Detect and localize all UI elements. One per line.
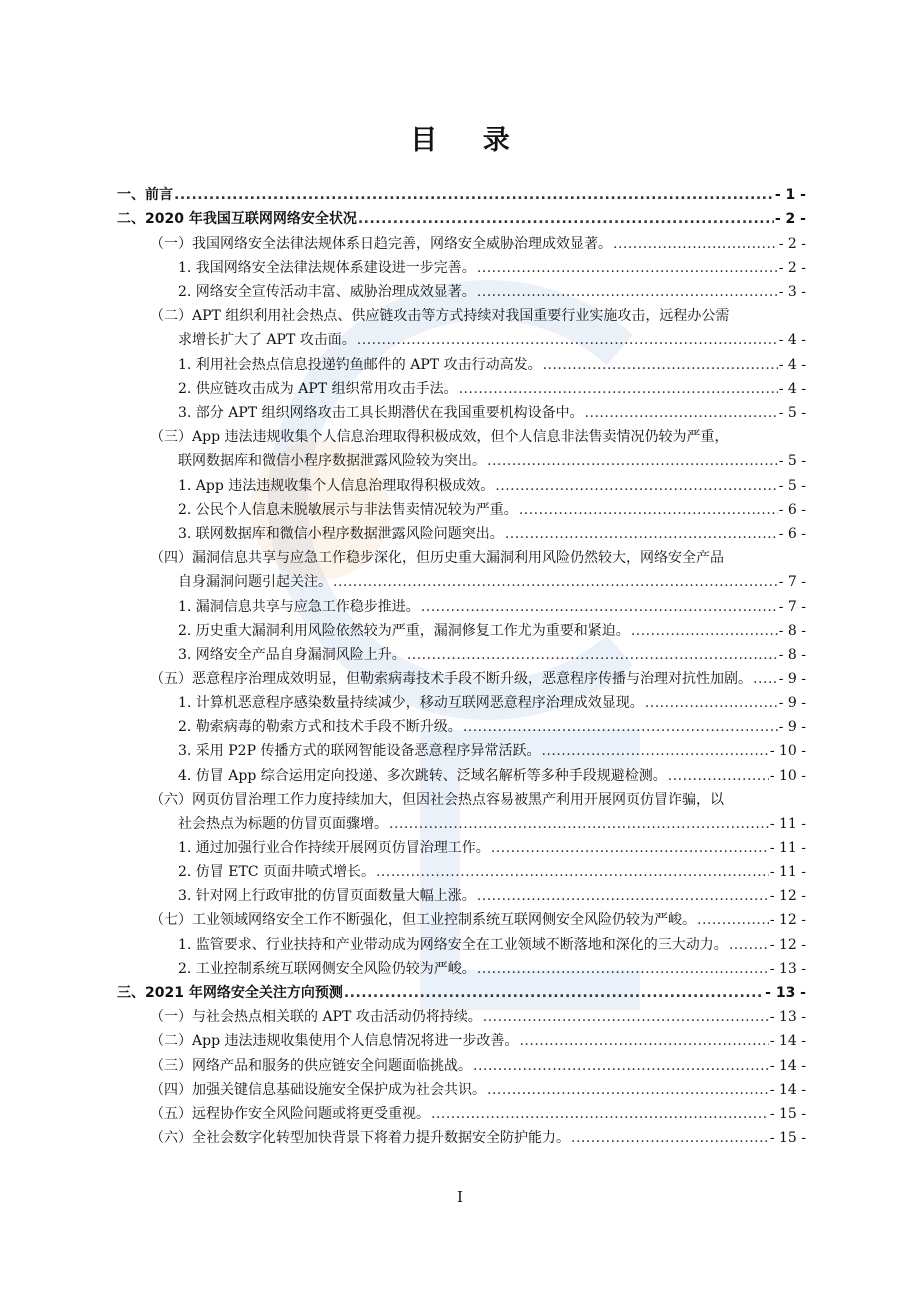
toc-entry-text: 1. 监管要求、行业扶持和产业带动成为网络安全在工业领域不断落地和深化的三大动力。 <box>178 937 728 953</box>
toc-leader-dots <box>389 813 769 835</box>
toc-entry-page: - 2 - <box>774 211 806 227</box>
toc-entry[interactable] <box>150 909 806 931</box>
toc-entry-text: 1. 我国网络安全法律法规体系建设进一步完善。 <box>178 260 476 276</box>
toc-entry-text: 2. 网络安全宣传活动丰富、威胁治理成效显著。 <box>178 284 476 300</box>
toc-leader-dots <box>358 208 774 230</box>
toc-entry-text: 2. 工业控制系统互联网侧安全风险仍较为严峻。 <box>178 961 476 977</box>
toc-entry-page: - 8 - <box>778 647 806 663</box>
toc-entry[interactable] <box>150 233 806 255</box>
toc-entry-text: 二、2020 年我国互联网网络安全状况 <box>117 211 357 227</box>
toc-entry-text: （一）我国网络安全法律法规体系日趋完善，网络安全威胁治理成效显著。 <box>150 236 612 252</box>
toc-entry[interactable] <box>178 861 806 883</box>
toc-entry-text: 2. 供应链攻击成为 APT 组织常用攻击手法。 <box>178 381 458 397</box>
toc-entry-page: - 12 - <box>769 937 806 953</box>
toc-leader-dots <box>473 1055 769 1077</box>
toc-leader-dots <box>487 450 778 472</box>
toc-leader-dots <box>519 499 778 521</box>
toc-leader-dots <box>729 934 769 956</box>
toc-entry-page: - 13 - <box>765 985 806 1001</box>
toc-entry[interactable] <box>150 426 806 448</box>
toc-entry-text: 社会热点为标题的仿冒页面骤增。 <box>178 816 388 832</box>
toc-leader-dots <box>431 1103 769 1125</box>
toc-entry[interactable] <box>178 402 806 424</box>
toc-leader-dots <box>459 378 778 400</box>
toc-entry-page: - 14 - <box>769 1033 806 1049</box>
toc-entry-page: - 2 - <box>778 236 806 252</box>
toc-entry-page: - 10 - <box>769 768 806 784</box>
toc-leader-dots <box>477 885 769 907</box>
toc-entry[interactable] <box>178 765 806 787</box>
toc-entry[interactable] <box>150 789 806 811</box>
toc-entry-page: - 4 - <box>778 357 806 373</box>
toc-leader-dots <box>477 958 769 980</box>
toc-entry-page: - 4 - <box>778 381 806 397</box>
toc-entry[interactable] <box>178 354 806 376</box>
toc-entry[interactable] <box>150 305 806 327</box>
toc-entry[interactable] <box>178 885 806 907</box>
toc-entry-page: - 13 - <box>769 961 806 977</box>
toc-entry-page: - 13 - <box>769 1009 806 1025</box>
toc-entry-text: 3. 网络安全产品自身漏洞风险上升。 <box>178 647 406 663</box>
toc-entry[interactable] <box>178 644 806 666</box>
toc-leader-dots <box>519 1030 768 1052</box>
toc-entry-page: - 3 - <box>778 284 806 300</box>
toc-entry-text: （一）与社会热点相关联的 APT 攻击活动仍将持续。 <box>150 1009 482 1025</box>
toc-leader-dots <box>543 354 778 376</box>
toc-entry[interactable] <box>178 378 806 400</box>
toc-leader-dots <box>585 402 778 424</box>
toc-entry-page: - 8 - <box>778 623 806 639</box>
toc-entry[interactable] <box>117 208 806 230</box>
toc-entry-text: 1. 利用社会热点信息投递钓鱼邮件的 APT 攻击行动高发。 <box>178 357 542 373</box>
toc-entry[interactable] <box>178 281 806 303</box>
toc-leader-dots <box>344 982 764 1004</box>
toc-leader-dots <box>505 523 778 545</box>
toc-entry[interactable] <box>117 184 806 206</box>
toc-entry-text: 3. 联网数据库和微信小程序数据泄露风险问题突出。 <box>178 526 504 542</box>
toc-entry-text: 1. 计算机恶意程序感染数量持续减少，移动互联网恶意程序治理成效显现。 <box>178 695 644 711</box>
toc-leader-dots <box>463 716 778 738</box>
toc-entry-page: - 11 - <box>769 816 806 832</box>
toc-entry-text: （二）APT 组织利用社会热点、供应链攻击等方式持续对我国重要行业实施攻击，远程办公需 <box>150 308 730 324</box>
toc-entry-text: （三）App 违法违规收集个人信息治理取得积极成效，但个人信息非法售卖情况仍较为严重， <box>150 429 729 445</box>
toc-leader-dots <box>357 329 778 351</box>
toc-entry-page: - 5 - <box>778 478 806 494</box>
toc-leader-dots <box>477 257 778 279</box>
toc-entry-text: 联网数据库和微信小程序数据泄露风险较为突出。 <box>178 453 486 469</box>
toc-entry-page: - 12 - <box>769 912 806 928</box>
toc-entry-page: - 10 - <box>769 743 806 759</box>
toc-entry-text: （五）恶意程序治理成效明显，但勒索病毒技术手段不断升级，恶意程序传播与治理对抗性加剧。 <box>150 671 752 687</box>
toc-leader-dots <box>421 596 778 618</box>
toc-entry-text: 4. 仿冒 App 综合运用定向投递、多次跳转、泛域名解析等多种手段规避检测。 <box>178 768 667 784</box>
toc-entry[interactable] <box>178 934 806 956</box>
toc-leader-dots <box>753 668 778 690</box>
toc-entry-page: - 7 - <box>778 599 806 615</box>
toc-leader-dots <box>697 909 769 931</box>
toc-entry[interactable] <box>178 475 806 497</box>
toc-entry[interactable] <box>150 547 806 569</box>
toc-entry[interactable] <box>150 1079 806 1101</box>
toc-entry[interactable] <box>178 692 806 714</box>
toc-entry[interactable] <box>178 329 806 351</box>
toc-entry[interactable] <box>178 813 806 835</box>
toc-leader-dots <box>487 1079 769 1101</box>
toc-entry-page: - 15 - <box>769 1106 806 1122</box>
toc-entry[interactable] <box>150 1055 806 1077</box>
toc-entry-text: （四）加强关键信息基础设施安全保护成为社会共识。 <box>150 1082 486 1098</box>
toc-entry[interactable] <box>150 1006 806 1028</box>
toc-entry-text: 3. 针对网上行政审批的仿冒页面数量大幅上涨。 <box>178 888 476 904</box>
toc-entry-text: （六）全社会数字化转型加快背景下将着力提升数据安全防护能力。 <box>150 1130 570 1146</box>
toc-entry-text: （四）漏洞信息共享与应急工作稳步深化，但历史重大漏洞利用风险仍然较大，网络安全产品 <box>150 550 724 566</box>
toc-entry[interactable] <box>117 982 806 1004</box>
toc-leader-dots <box>541 740 768 762</box>
toc-entry-page: - 6 - <box>778 502 806 518</box>
toc-entry-text: 3. 部分 APT 组织网络攻击工具长期潜伏在我国重要机构设备中。 <box>178 405 584 421</box>
toc-leader-dots <box>333 571 778 593</box>
toc-leader-dots <box>668 765 769 787</box>
toc-entry-text: 3. 采用 P2P 传播方式的联网智能设备恶意程序异常活跃。 <box>178 743 541 759</box>
page-number: I <box>457 1188 463 1206</box>
toc-entry-page: - 5 - <box>778 453 806 469</box>
toc-entry[interactable] <box>178 523 806 545</box>
toc-entry[interactable] <box>178 499 806 521</box>
toc-entry[interactable] <box>150 1103 806 1125</box>
page-title: 目 录 <box>410 125 528 156</box>
toc-entry[interactable] <box>150 668 806 690</box>
toc-entry-page: - 11 - <box>769 840 806 856</box>
toc-entry-page: - 2 - <box>778 260 806 276</box>
toc-entry[interactable] <box>178 958 806 980</box>
toc-entry[interactable] <box>178 716 806 738</box>
toc-leader-dots <box>376 861 769 883</box>
toc-entry-page: - 6 - <box>778 526 806 542</box>
toc-entry-text: 1. App 违法违规收集个人信息治理取得积极成效。 <box>178 478 495 494</box>
toc-leader-dots <box>645 692 778 714</box>
toc-leader-dots <box>483 1006 769 1028</box>
toc-entry[interactable] <box>178 596 806 618</box>
toc-entry-text: 1. 漏洞信息共享与应急工作稳步推进。 <box>178 599 420 615</box>
toc-leader-dots <box>631 620 778 642</box>
toc-entry-text: 三、2021 年网络安全关注方向预测 <box>117 985 343 1001</box>
toc-entry[interactable] <box>178 740 806 762</box>
toc-leader-dots <box>571 1127 769 1149</box>
toc-entry[interactable] <box>178 257 806 279</box>
toc-entry-text: 2. 公民个人信息未脱敏展示与非法售卖情况较为严重。 <box>178 502 518 518</box>
toc-entry-page: - 12 - <box>769 888 806 904</box>
toc-entry-page: - 5 - <box>778 405 806 421</box>
toc-entry-page: - 11 - <box>769 864 806 880</box>
toc-entry-text: （二）App 违法违规收集使用个人信息情况将进一步改善。 <box>150 1033 519 1049</box>
toc-entry[interactable] <box>178 450 806 472</box>
toc-leader-dots <box>491 837 769 859</box>
toc-entry-text: 一、前言 <box>117 187 173 203</box>
toc-entry-page: - 15 - <box>769 1130 806 1146</box>
toc-entry-text: （七）工业领域网络安全工作不断强化，但工业控制系统互联网侧安全风险仍较为严峻。 <box>150 912 696 928</box>
toc-entry[interactable] <box>178 837 806 859</box>
toc-entry-page: - 14 - <box>769 1082 806 1098</box>
toc-entry-text: （三）网络产品和服务的供应链安全问题面临挑战。 <box>150 1058 472 1074</box>
toc-entry-text: 2. 勒索病毒的勒索方式和技术手段不断升级。 <box>178 719 462 735</box>
toc-entry[interactable] <box>150 1030 806 1052</box>
toc-entry-page: - 9 - <box>778 719 806 735</box>
toc-entry-text: 求增长扩大了 APT 攻击面。 <box>178 332 356 348</box>
toc-entry[interactable] <box>150 1127 806 1149</box>
toc-entry-page: - 9 - <box>778 695 806 711</box>
toc-entry-text: （六）网页仿冒治理工作力度持续加大，但因社会热点容易被黑产利用开展网页仿冒诈骗，以 <box>150 792 724 808</box>
toc-leader-dots <box>477 281 778 303</box>
toc-entry-text: 自身漏洞问题引起关注。 <box>178 574 332 590</box>
toc-entry-text: 2. 仿冒 ETC 页面井喷式增长。 <box>178 864 375 880</box>
toc-leader-dots <box>613 233 778 255</box>
toc-entry-text: 2. 历史重大漏洞利用风险依然较为严重，漏洞修复工作尤为重要和紧迫。 <box>178 623 630 639</box>
toc-entry-text: 1. 通过加强行业合作持续开展网页仿冒治理工作。 <box>178 840 490 856</box>
toc-leader-dots <box>407 644 778 666</box>
toc-entry[interactable] <box>178 620 806 642</box>
toc-entry-page: - 7 - <box>778 574 806 590</box>
toc-entry-page: - 9 - <box>778 671 806 687</box>
toc-leader-dots <box>495 475 777 497</box>
toc-entry-text: （五）远程协作安全风险问题或将更受重视。 <box>150 1106 430 1122</box>
toc-entry-page: - 14 - <box>769 1058 806 1074</box>
toc-entry-page: - 4 - <box>778 332 806 348</box>
toc-entry[interactable] <box>178 571 806 593</box>
toc-leader-dots <box>174 184 774 206</box>
toc-entry-page: - 1 - <box>774 187 806 203</box>
